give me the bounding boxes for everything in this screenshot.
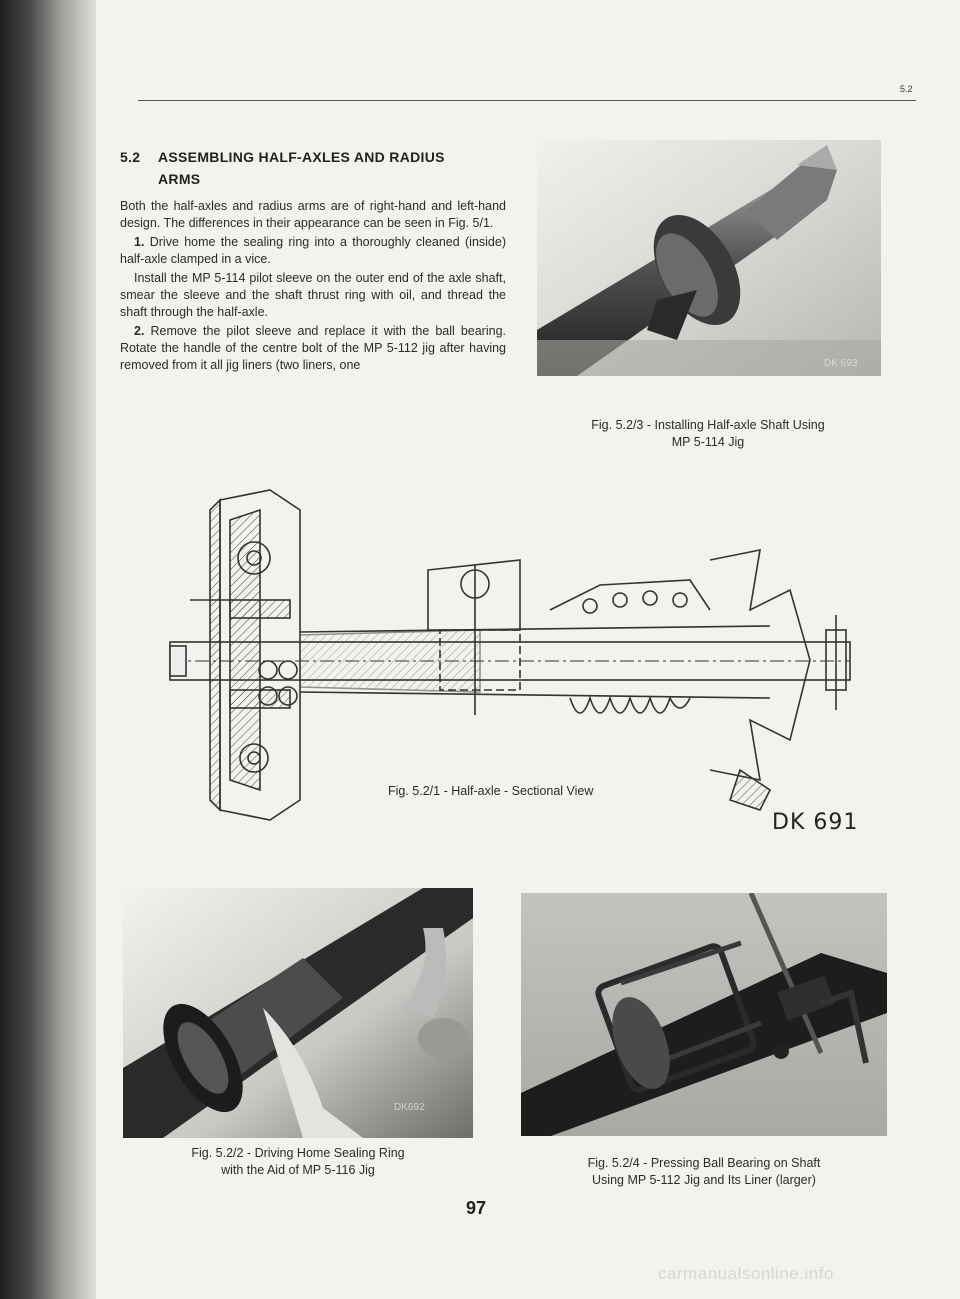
- fig-5-2-3-label: DK 693: [824, 358, 858, 369]
- fig-5-2-1-caption: Fig. 5.2/1 - Half-axle - Sectional View: [388, 784, 594, 798]
- fig-5-2-4-photo: [521, 893, 887, 1136]
- section-number: 5.2: [120, 149, 141, 165]
- header-rule: [138, 100, 916, 101]
- section-title-line2: ARMS: [158, 171, 201, 187]
- page-number: 97: [466, 1198, 487, 1218]
- paragraph: Both the half-axles and radius arms are of right-hand and left-hand design. The differences in their appearance can be seen in Fig. 5/1.: [120, 199, 506, 230]
- body-text: [120, 198, 506, 376]
- scan-edge-shadow: [0, 0, 96, 1299]
- watermark: carmanualsonline.info: [658, 1264, 834, 1283]
- paragraph: 2. Remove the pilot sleeve and replace it with the ball bearing. Rotate the handle of the centre bolt of the MP 5-112 jig after having removed from it all jig liners (two liners, one: [120, 324, 506, 372]
- fig-5-2-2-photo: [123, 888, 473, 1138]
- fig-5-2-3-caption: Fig. 5.2/3 - Installing Half-axle Shaft Using MP 5-114 Jig: [591, 418, 825, 449]
- fig-5-2-1-drawing: [150, 480, 870, 830]
- fig-5-2-2-label: DK692: [394, 1102, 425, 1113]
- paragraph: 1. Drive home the sealing ring into a thoroughly cleaned (inside) half-axle clamped in a vice.: [120, 235, 506, 266]
- fig-5-2-2-caption: Fig. 5.2/2 - Driving Home Sealing Ring with the Aid of MP 5-116 Jig: [191, 1146, 405, 1177]
- fig-5-2-4-caption: Fig. 5.2/4 - Pressing Ball Bearing on Shaft Using MP 5-112 Jig and Its Liner (larger): [587, 1156, 821, 1187]
- section-heading: [120, 146, 510, 190]
- paragraph: Install the MP 5-114 pilot sleeve on the outer end of the axle shaft, smear the sleeve and the shaft thrust ring with oil, and thread the shaft through the half-axle.: [120, 271, 506, 319]
- section-title-line1: ASSEMBLING HALF-AXLES AND RADIUS: [158, 149, 445, 165]
- fig-5-2-1-label: DK 691: [772, 810, 859, 835]
- fig-5-2-3-photo: [537, 140, 881, 376]
- section-code: 5.2: [900, 84, 913, 94]
